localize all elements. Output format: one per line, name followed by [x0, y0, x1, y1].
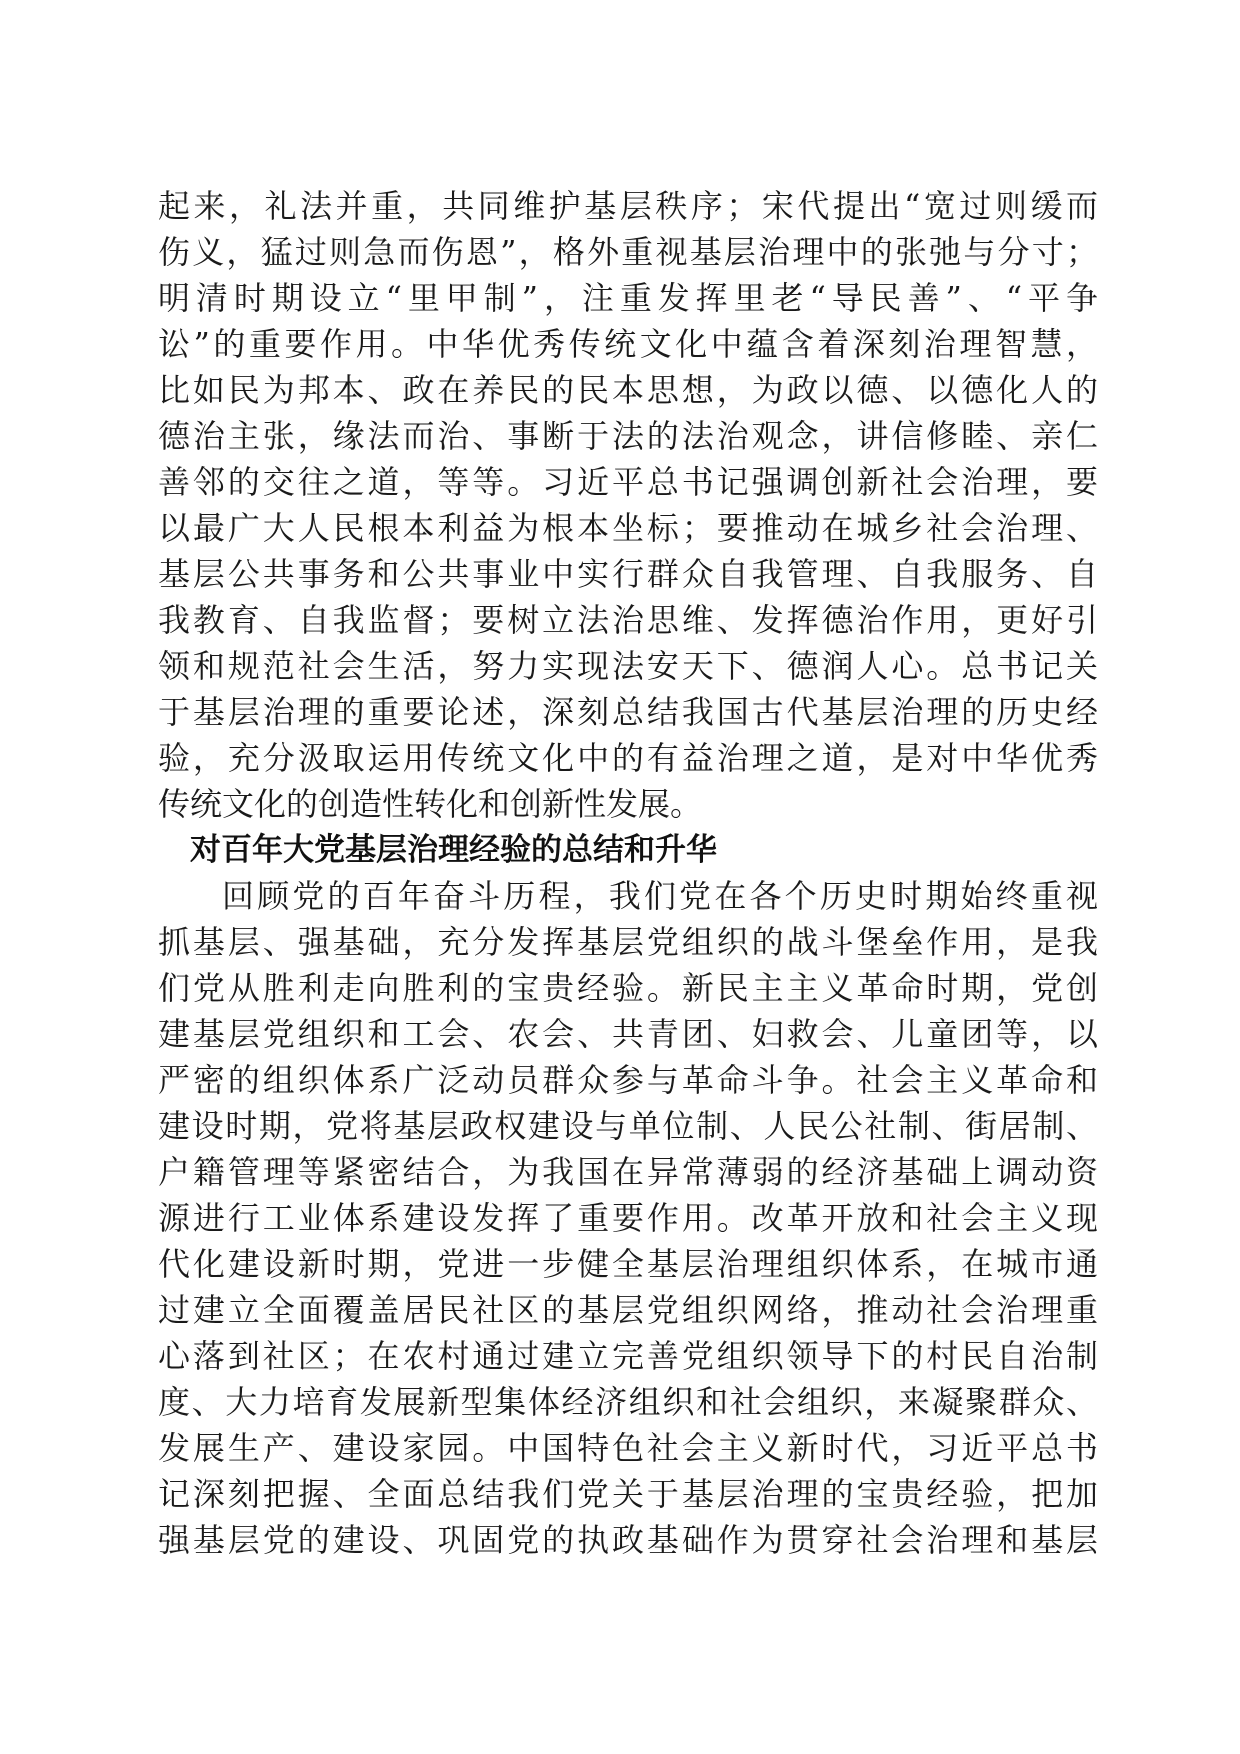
text-line: 回顾党的百年奋斗历程，我们党在各个历史时期始终重视	[222, 877, 1098, 915]
text-line: 度、大力培育发展新型集体经济组织和社会组织，来凝聚群众、	[158, 1383, 1098, 1421]
text-line: 讼”的重要作用。中华优秀传统文化中蕴含着深刻治理智慧，	[158, 325, 1098, 363]
text-line: 记深刻把握、全面总结我们党关于基层治理的宝贵经验，把加	[158, 1475, 1098, 1513]
text-line: 我教育、自我监督；要树立法治思维、发挥德治作用，更好引	[158, 601, 1098, 639]
text-line: 代化建设新时期，党进一步健全基层治理组织体系，在城市通	[158, 1245, 1098, 1283]
text-line: 起来，礼法并重，共同维护基层秩序；宋代提出“宽过则缓而	[158, 187, 1098, 225]
text-line: 强基层党的建设、巩固党的执政基础作为贯穿社会治理和基层	[158, 1521, 1098, 1559]
text-line: 验，充分汲取运用传统文化中的有益治理之道，是对中华优秀	[158, 739, 1098, 777]
paragraph-party-experience	[158, 873, 1098, 1563]
section-heading: 对百年大党基层治理经验的总结和升华	[190, 832, 717, 868]
text-line: 户籍管理等紧密结合，为我国在异常薄弱的经济基础上调动资	[158, 1153, 1098, 1191]
text-line: 建设时期，党将基层政权建设与单位制、人民公社制、街居制、	[158, 1107, 1098, 1145]
text-line: 伤义，猛过则急而伤恩”，格外重视基层治理中的张弛与分寸；	[158, 233, 1098, 271]
text-line: 领和规范社会生活，努力实现法安天下、德润人心。总书记关	[158, 647, 1098, 685]
text-line: 传统文化的创造性转化和创新性发展。	[158, 785, 703, 823]
document-body	[158, 183, 1098, 1563]
text-line: 明清时期设立“里甲制”，注重发挥里老“导民善”、“平争	[158, 279, 1098, 317]
text-line: 以最广大人民根本利益为根本坐标；要推动在城乡社会治理、	[158, 509, 1098, 547]
text-line: 源进行工业体系建设发挥了重要作用。改革开放和社会主义现	[158, 1199, 1098, 1237]
text-line: 建基层党组织和工会、农会、共青团、妇救会、儿童团等，以	[158, 1015, 1098, 1053]
text-line: 比如民为邦本、政在养民的民本思想，为政以德、以德化人的	[158, 371, 1098, 409]
text-line: 严密的组织体系广泛动员群众参与革命斗争。社会主义革命和	[158, 1061, 1098, 1099]
text-line: 抓基层、强基础，充分发挥基层党组织的战斗堡垒作用，是我	[158, 923, 1098, 961]
text-line: 们党从胜利走向胜利的宝贵经验。新民主主义革命时期，党创	[158, 969, 1098, 1007]
text-line: 于基层治理的重要论述，深刻总结我国古代基层治理的历史经	[158, 693, 1098, 731]
text-line: 善邻的交往之道，等等。习近平总书记强调创新社会治理，要	[158, 463, 1098, 501]
text-line: 基层公共事务和公共事业中实行群众自我管理、自我服务、自	[158, 555, 1098, 593]
paragraph-traditional-governance	[158, 183, 1098, 827]
text-line: 心落到社区；在农村通过建立完善党组织领导下的村民自治制	[158, 1337, 1098, 1375]
text-line: 发展生产、建设家园。中国特色社会主义新时代，习近平总书	[158, 1429, 1098, 1467]
text-line: 过建立全面覆盖居民社区的基层党组织网络，推动社会治理重	[158, 1291, 1098, 1329]
text-line: 德治主张，缘法而治、事断于法的法治观念，讲信修睦、亲仁	[158, 417, 1098, 455]
